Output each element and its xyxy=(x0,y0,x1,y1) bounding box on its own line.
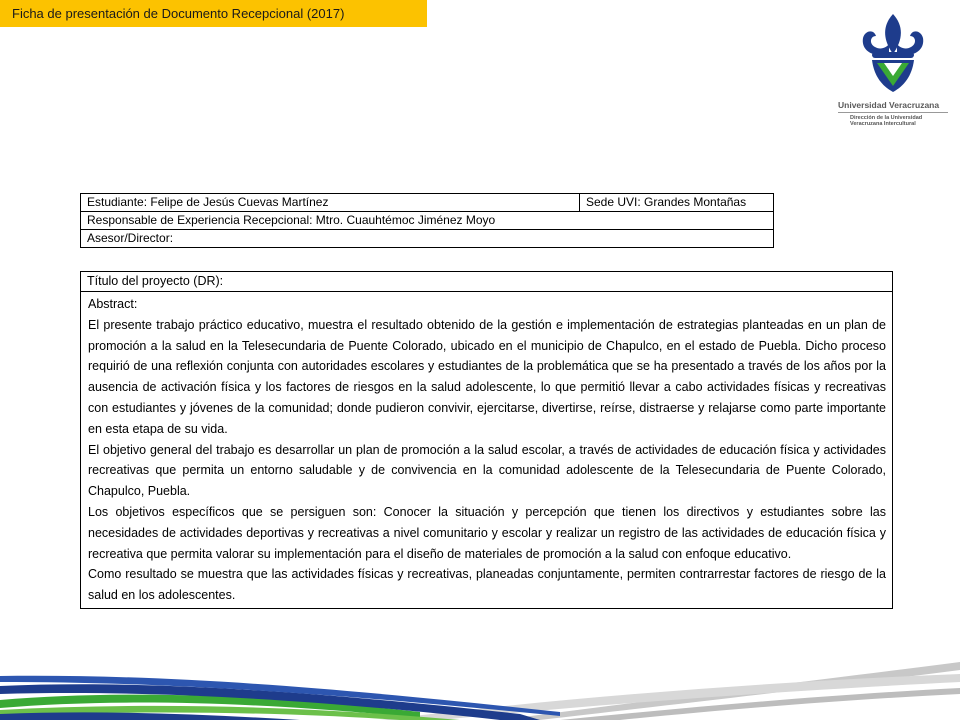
abstract-paragraph: Como resultado se muestra que las actividades físicas y recreativas, planeadas conjuntamente, permiten contrarrestar factores de riesgo de la salud en los adolescentes. xyxy=(88,567,886,603)
responsible-cell: Responsable de Experiencia Recepcional: Mtro. Cuauhtémoc Jiménez Moyo xyxy=(81,212,774,230)
table-row xyxy=(81,292,893,609)
student-info-table xyxy=(80,193,774,248)
university-logo xyxy=(836,12,954,132)
table-row xyxy=(81,212,774,230)
abstract-cell xyxy=(81,292,893,609)
abstract-paragraph: Los objetivos específicos que se persiguen son: Conocer la situación y percepción que tienen los directivos y estudiantes sobre las necesidades de actividades deportivas y recreativas a nivel comunitario y escolar y realizar un registro de las actividades de educación física y recreativa que permita valorar su implementación para el diseño de materiales de promoción a la salud con enfoque educativo. xyxy=(88,504,886,561)
project-table xyxy=(80,271,893,609)
student-cell: Estudiante: Felipe de Jesús Cuevas Martínez xyxy=(81,194,580,212)
campus-cell: Sede UVI: Grandes Montañas xyxy=(580,194,774,212)
page-title: Ficha de presentación de Documento Recepcional (2017) xyxy=(12,6,345,21)
footer-stripes-decoration xyxy=(0,660,960,720)
abstract-label: Abstract: xyxy=(88,297,138,311)
project-title-cell: Título del proyecto (DR): xyxy=(81,272,893,292)
abstract-paragraph: El objetivo general del trabajo es desarrollar un plan de promoción a la salud escolar, a través de actividades de educación física y actividades recreativas que permita un entorno saludable y de convivencia en la comunidad adolescente de la Telesecundaria de Puente Colorado, Chapulco, Puebla. xyxy=(88,442,886,499)
university-name: Universidad Veracruzana xyxy=(838,100,940,110)
university-subtitle: Dirección de la Universidad Veracruzana Intercultural xyxy=(850,115,923,127)
abstract-paragraph: El presente trabajo práctico educativo, muestra el resultado obtenido de la gestión e implementación de estrategias planteadas en un plan de promoción a la salud en la Telesecundaria de Puente Colorado, ubicado en el municipio de Chapulco, en el estado de Puebla. Dicho proceso requirió de una reflexión conjunta con autoridades escolares y estudiantes de la problemática que se ha presentado a través de los años por la ausencia de activación física y los factores de riesgos en la salud adolescente, lo que permitió llevar a cabo actividades físicas y recreativas con estudiantes y jóvenes de la comunidad; donde pudieron convivir, ejercitarse, divertirse, reírse, distraerse y relajarse como parte importante en esta etapa de su vida. xyxy=(88,317,886,436)
table-row xyxy=(81,230,774,248)
table-row xyxy=(81,272,893,292)
header-bar xyxy=(0,0,427,27)
logo-divider xyxy=(838,112,948,113)
table-row xyxy=(81,194,774,212)
advisor-cell: Asesor/Director: xyxy=(81,230,774,248)
fleur-de-lis-icon xyxy=(858,12,928,98)
